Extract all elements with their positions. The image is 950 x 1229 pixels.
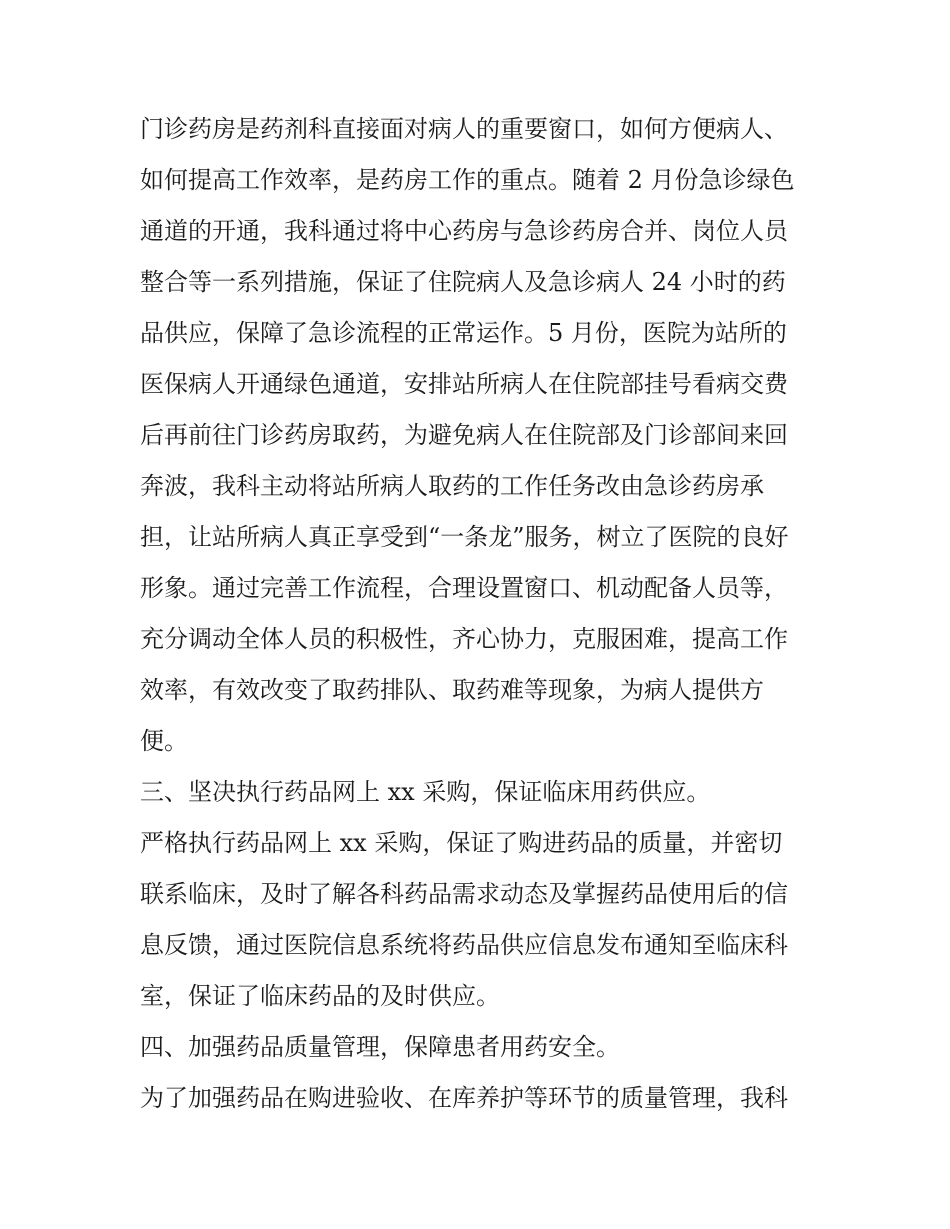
text-line: 便。 xyxy=(140,727,188,755)
text-line: 室，保证了临床药品的及时供应。 xyxy=(140,982,500,1010)
text-line: 整合等一系列措施，保证了住院病人及急诊病人 24 小时的药 xyxy=(140,268,786,296)
text-line: 形象。通过完善工作流程，合理设置窗口、机动配备人员等， xyxy=(140,574,788,602)
text-line: 品供应，保障了急诊流程的正常运作。5 月份，医院为站所的 xyxy=(140,319,787,347)
text-line: 联系临床，及时了解各科药品需求动态及掌握药品使用后的信 xyxy=(140,880,788,908)
text-line: 息反馈，通过医院信息系统将药品供应信息发布通知至临床科 xyxy=(140,931,788,959)
text-line: 严格执行药品网上 xx 采购，保证了购进药品的质量，并密切 xyxy=(140,829,783,857)
text-line: 效率，有效改变了取药排队、取药难等现象，为病人提供方 xyxy=(140,676,764,704)
text-line: 充分调动全体人员的积极性，齐心协力，克服困难，提高工作 xyxy=(140,625,788,653)
text-line: 通道的开通，我科通过将中心药房与急诊药房合并、岗位人员 xyxy=(140,217,788,245)
paragraph-quality xyxy=(140,1073,820,1124)
text-line: 医保病人开通绿色通道，安排站所病人在住院部挂号看病交费 xyxy=(140,370,788,398)
heading-line: 三、坚决执行药品网上 xx 采购，保证临床用药供应。 xyxy=(140,778,711,806)
heading-line: 四、加强药品质量管理，保障患者用药安全。 xyxy=(140,1033,620,1061)
text-line: 奔波，我科主动将站所病人取药的工作任务改由急诊药房承 xyxy=(140,472,764,500)
section-heading-3 xyxy=(140,767,820,818)
text-line: 如何提高工作效率，是药房工作的重点。随着 2 月份急诊绿色 xyxy=(140,166,795,194)
paragraph-procurement xyxy=(140,818,820,1022)
text-line: 后再前往门诊药房取药，为避免病人在住院部及门诊部间来回 xyxy=(140,421,788,449)
document-body xyxy=(140,104,820,1124)
paragraph-outpatient-pharmacy xyxy=(140,104,820,767)
section-heading-4 xyxy=(140,1022,820,1073)
text-line: 担，让站所病人真正享受到“一条龙”服务，树立了医院的良好 xyxy=(140,523,789,551)
text-line: 为了加强药品在购进验收、在库养护等环节的质量管理，我科 xyxy=(140,1084,788,1112)
text-line: 门诊药房是药剂科直接面对病人的重要窗口，如何方便病人、 xyxy=(140,115,788,143)
